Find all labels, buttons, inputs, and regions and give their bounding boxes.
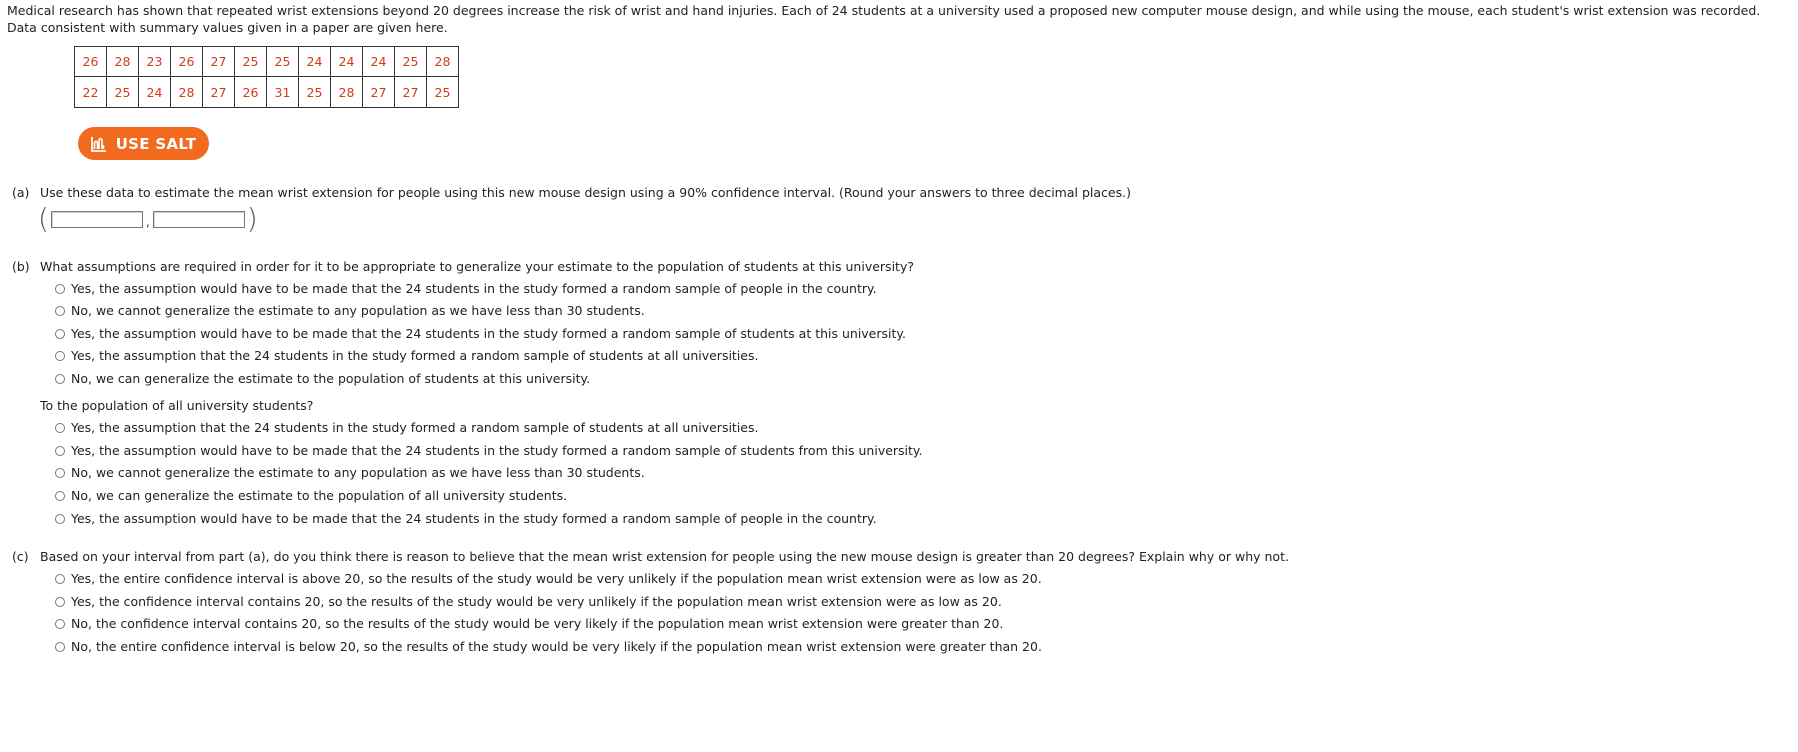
data-cell: 28 <box>171 77 203 108</box>
data-cell: 28 <box>107 47 139 77</box>
option-text: No, the confidence interval contains 20, so the results of the study would be very likely if the population mean wrist extension were greater than 20. <box>71 616 1004 631</box>
part-b-option[interactable] <box>55 303 645 318</box>
option-text: Yes, the assumption would have to be made that the 24 students in the study formed a random sample of students at this university. <box>71 326 906 341</box>
data-cell: 31 <box>267 77 299 108</box>
data-cell: 24 <box>299 47 331 77</box>
use-salt-button[interactable] <box>78 127 209 160</box>
lower-bound-input[interactable] <box>51 211 143 228</box>
part-b-option[interactable] <box>55 281 877 296</box>
option-text: Yes, the assumption that the 24 students in the study formed a random sample of students at all universities. <box>71 348 759 363</box>
data-cell: 24 <box>331 47 363 77</box>
part-b-sub-question: To the population of all university students? <box>40 398 314 413</box>
data-cell: 22 <box>75 77 107 108</box>
radio-button[interactable] <box>55 642 65 652</box>
option-text: No, we can generalize the estimate to the population of students at this university. <box>71 371 591 386</box>
part-b-option[interactable] <box>55 348 758 363</box>
data-cell: 25 <box>235 47 267 77</box>
option-text: No, the entire confidence interval is below 20, so the results of the study would be very likely if the population mean wrist extension were greater than 20. <box>71 639 1042 654</box>
data-cell: 24 <box>139 77 171 108</box>
part-c-label: (c) <box>12 549 29 564</box>
part-b-sub-option[interactable] <box>55 420 758 435</box>
confidence-interval-input <box>38 202 258 235</box>
radio-button[interactable] <box>55 597 65 607</box>
data-cell: 28 <box>427 47 459 77</box>
part-a-label: (a) <box>12 185 30 200</box>
part-c-option[interactable] <box>55 594 1002 609</box>
data-cell: 24 <box>363 47 395 77</box>
radio-button[interactable] <box>55 446 65 456</box>
data-table <box>74 46 459 108</box>
open-paren: ( <box>38 202 49 235</box>
part-b-option[interactable] <box>55 371 590 386</box>
chart-icon <box>91 136 107 152</box>
option-text: No, we cannot generalize the estimate to any population as we have less than 30 students. <box>71 465 645 480</box>
option-text: Yes, the assumption that the 24 students in the study formed a random sample of students at all universities. <box>71 420 759 435</box>
radio-button[interactable] <box>55 423 65 433</box>
part-b-sub-option[interactable] <box>55 488 567 503</box>
data-cell: 27 <box>203 77 235 108</box>
part-c-option[interactable] <box>55 571 1042 586</box>
comma-separator: , <box>145 215 150 229</box>
option-text: Yes, the assumption would have to be made that the 24 students in the study formed a random sample of students from this university. <box>71 443 923 458</box>
radio-button[interactable] <box>55 284 65 294</box>
part-a-question: Use these data to estimate the mean wrist extension for people using this new mouse design using a 90% confidence interval. (Round your answers to three decimal places.) <box>40 185 1131 200</box>
data-cell: 23 <box>139 47 171 77</box>
table-row <box>75 47 459 77</box>
option-text: Yes, the assumption would have to be made that the 24 students in the study formed a random sample of people in the country. <box>71 511 877 526</box>
data-cell: 26 <box>235 77 267 108</box>
data-cell: 25 <box>427 77 459 108</box>
part-b-question: What assumptions are required in order for it to be appropriate to generalize your estimate to the population of students at this university? <box>40 259 914 274</box>
data-cell: 27 <box>395 77 427 108</box>
radio-button[interactable] <box>55 619 65 629</box>
data-cell: 28 <box>331 77 363 108</box>
part-c-option[interactable] <box>55 639 1042 654</box>
part-c-question: Based on your interval from part (a), do you think there is reason to believe that the mean wrist extension for people using the new mouse design is greater than 20 degrees? Explain why or why not. <box>40 549 1289 564</box>
data-cell: 26 <box>75 47 107 77</box>
table-row <box>75 77 459 108</box>
data-cell: 27 <box>203 47 235 77</box>
close-paren: ) <box>246 202 258 235</box>
part-b-sub-option[interactable] <box>55 465 645 480</box>
data-cell: 25 <box>107 77 139 108</box>
radio-button[interactable] <box>55 329 65 339</box>
part-b-label: (b) <box>12 259 30 274</box>
part-c-option[interactable] <box>55 616 1003 631</box>
problem-intro: Medical research has shown that repeated wrist extensions beyond 20 degrees increase the risk of wrist and hand injuries. Each of 24 students at a university used a proposed new computer mouse design, and while using the mouse, each student's wrist extension was recorded. Data consistent with summary values given in a paper are given here. <box>7 3 1761 35</box>
data-cell: 25 <box>395 47 427 77</box>
data-cell: 25 <box>267 47 299 77</box>
upper-bound-input[interactable] <box>153 211 245 228</box>
option-text: No, we can generalize the estimate to the population of all university students. <box>71 488 568 503</box>
data-cell: 26 <box>171 47 203 77</box>
radio-button[interactable] <box>55 514 65 524</box>
radio-button[interactable] <box>55 306 65 316</box>
radio-button[interactable] <box>55 351 65 361</box>
option-text: Yes, the entire confidence interval is above 20, so the results of the study would be very unlikely if the population mean wrist extension were as low as 20. <box>71 571 1042 586</box>
data-cell: 25 <box>299 77 331 108</box>
use-salt-label: USE SALT <box>115 134 197 153</box>
option-text: Yes, the assumption would have to be made that the 24 students in the study formed a random sample of people in the country. <box>71 281 877 296</box>
part-b-sub-option[interactable] <box>55 443 923 458</box>
radio-button[interactable] <box>55 468 65 478</box>
data-cell: 27 <box>363 77 395 108</box>
part-b-sub-option[interactable] <box>55 511 877 526</box>
option-text: No, we cannot generalize the estimate to any population as we have less than 30 students. <box>71 303 645 318</box>
radio-button[interactable] <box>55 491 65 501</box>
part-b-option[interactable] <box>55 326 906 341</box>
radio-button[interactable] <box>55 374 65 384</box>
radio-button[interactable] <box>55 574 65 584</box>
option-text: Yes, the confidence interval contains 20, so the results of the study would be very unlikely if the population mean wrist extension were as low as 20. <box>71 594 1002 609</box>
